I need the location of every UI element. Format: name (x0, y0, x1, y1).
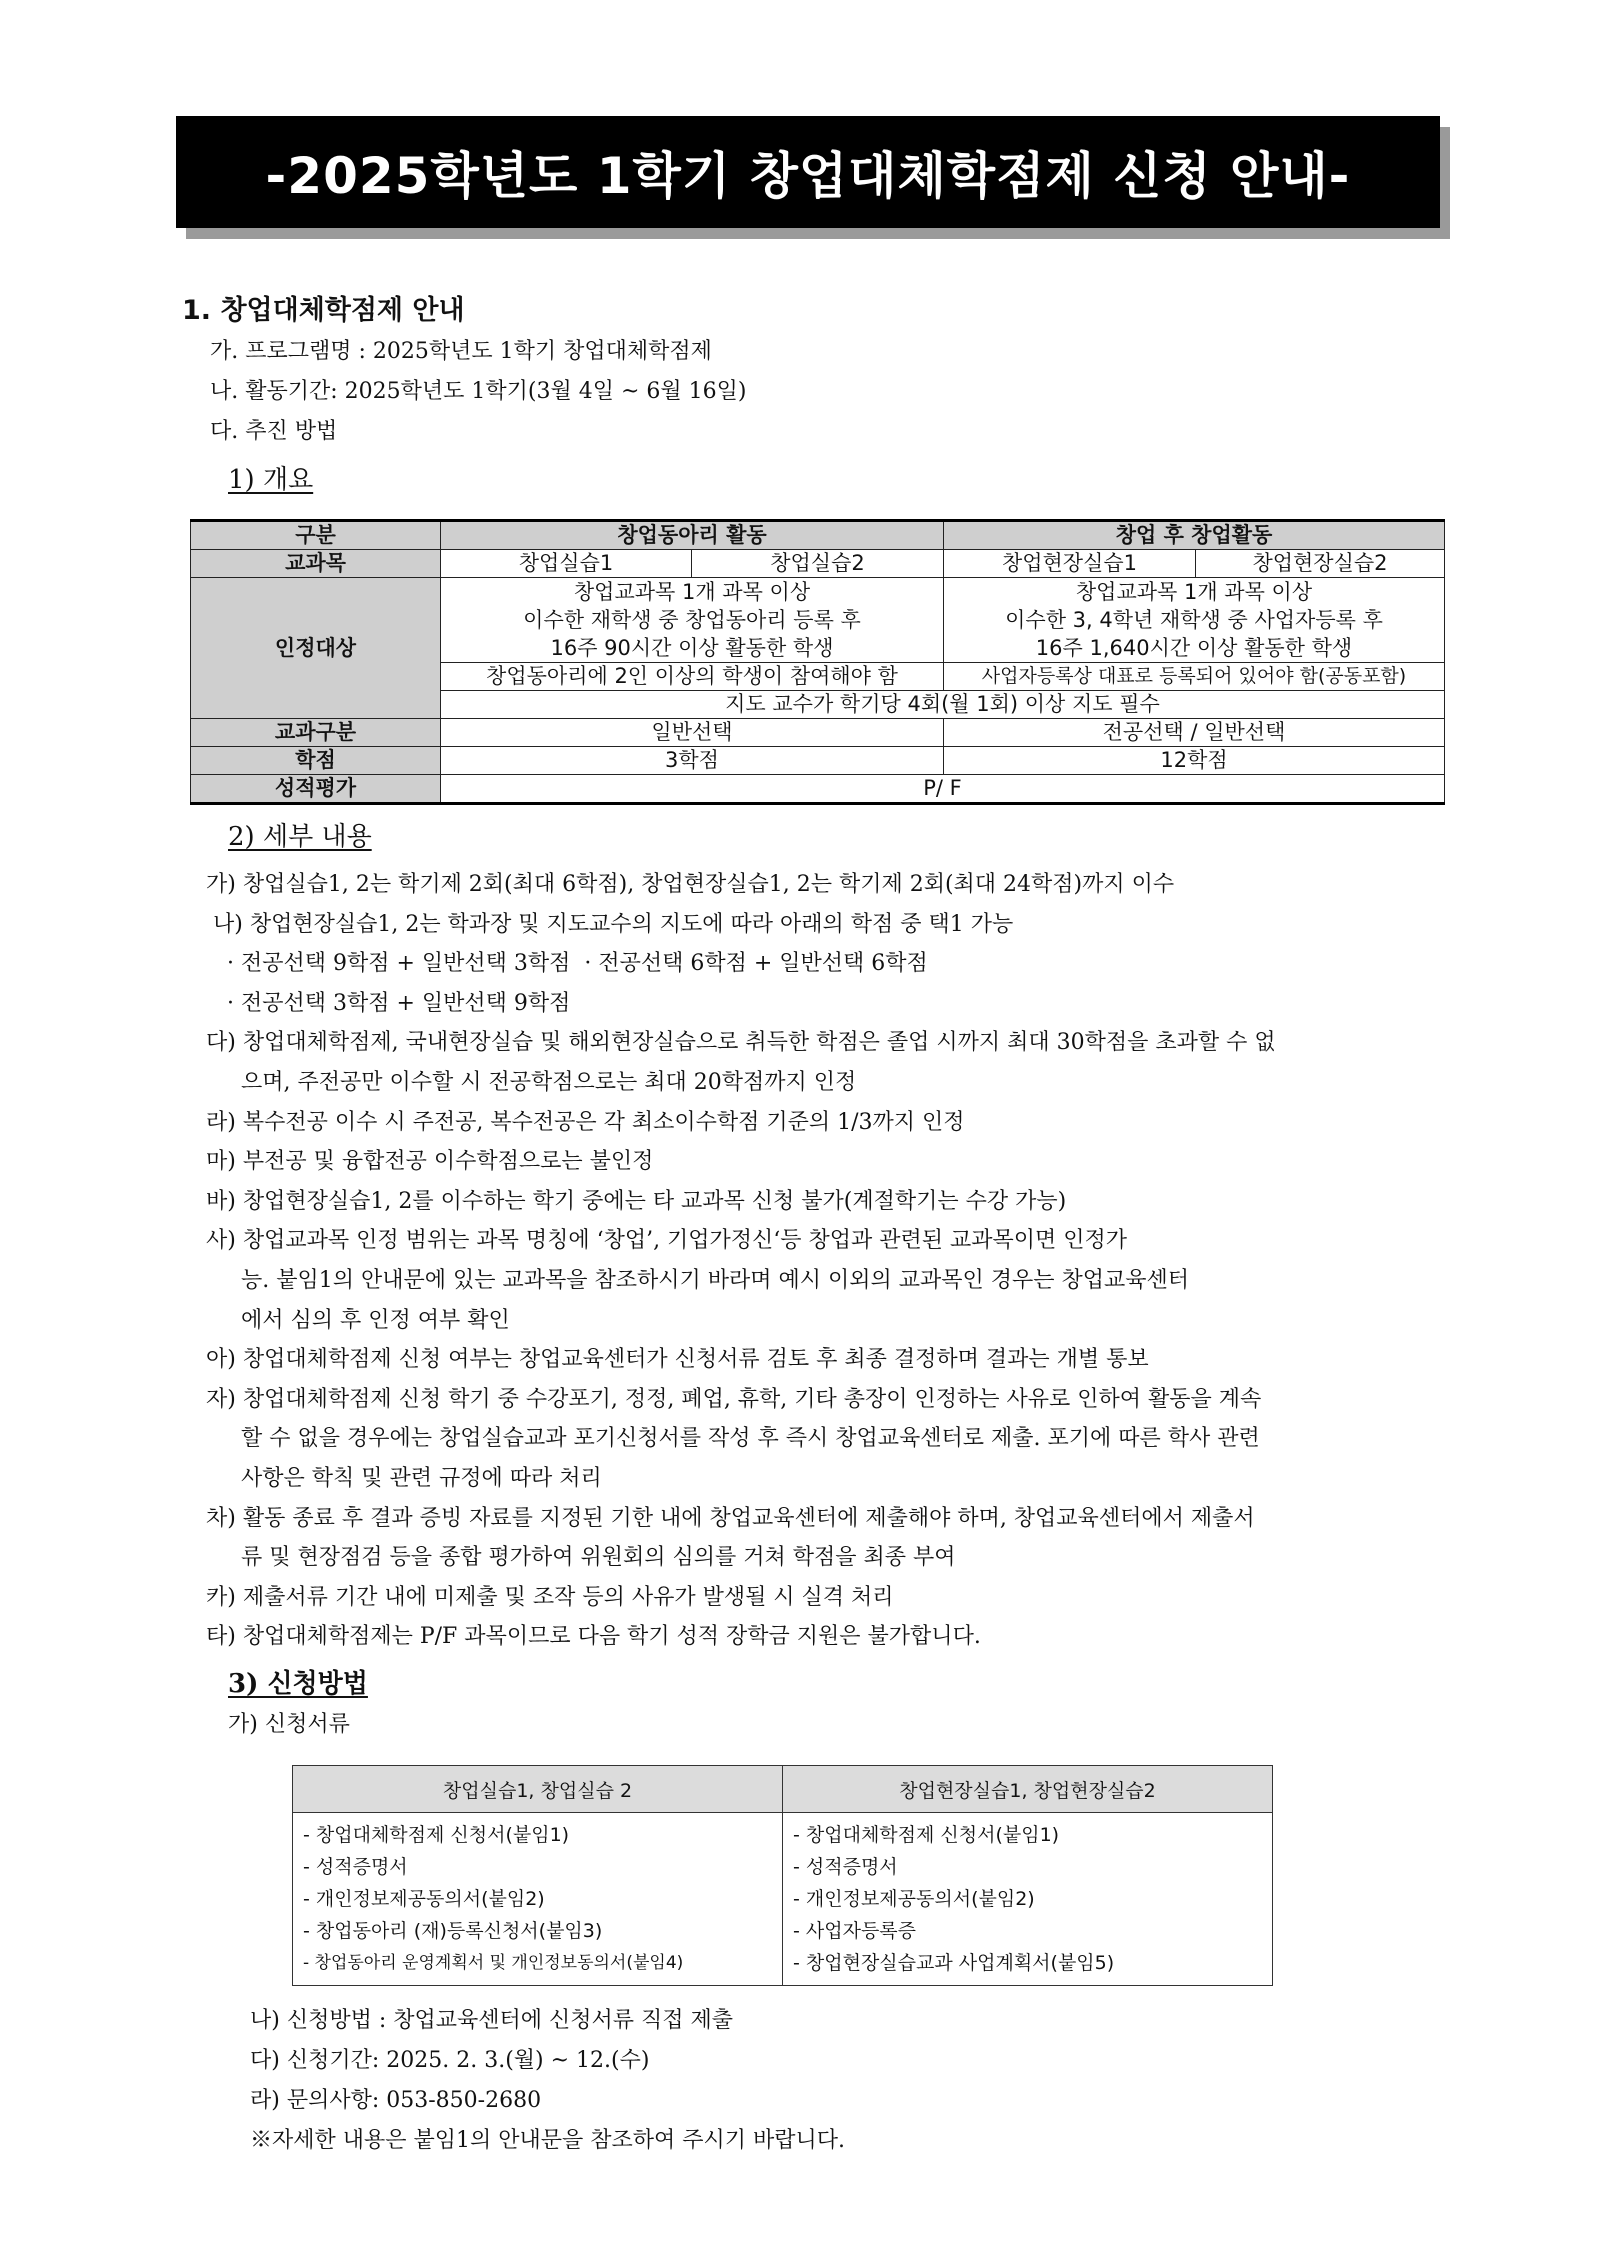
after-credit: 12학점 (944, 747, 1445, 775)
detail-line: 나) 창업현장실습1, 2는 학과장 및 지도교수의 지도에 따라 아래의 학점 중 택1 가능 (206, 912, 1014, 937)
club-type: 일반선택 (441, 719, 944, 747)
section-title: 1. 창업대체학점제 안내 (182, 295, 465, 326)
after-target-line: 창업교과목 1개 과목 이상 (1075, 580, 1313, 604)
detail-line: 에서 심의 후 인정 여부 확인 (206, 1308, 510, 1333)
overview-heading: 1) 개요 (228, 465, 314, 495)
subject-cell: 창업현장실습1 (944, 550, 1196, 578)
detail-line: 류 및 현장점검 등을 종합 평가하여 위원회의 심의를 거쳐 학점을 최종 부여 (206, 1545, 956, 1570)
row-grade-label: 성적평가 (191, 775, 441, 804)
list-item: - 창업대체학점제 신청서(붙임1) (793, 1824, 1060, 1846)
club-target-line: 창업교과목 1개 과목 이상 (573, 580, 811, 604)
row-type-label: 교과구분 (191, 719, 441, 747)
list-item: - 사업자등록증 (793, 1920, 917, 1942)
documents-table (292, 1765, 1273, 1986)
program-name: 가. 프로그램명 : 2025학년도 1학기 창업대체학점제 (210, 339, 712, 364)
detail-line: 바) 창업현장실습1, 2를 이수하는 학기 중에는 타 교과목 신청 불가(계절학기는 수강 가능) (206, 1189, 1067, 1214)
after-target-line: 16주 1,640시간 이상 활동한 학생 (1035, 636, 1353, 660)
list-item: - 창업동아리 (재)등록신청서(붙임3) (303, 1920, 603, 1942)
after-target (944, 578, 1445, 663)
method-label: 다. 추진 방법 (210, 419, 338, 444)
apply-method: 나) 신청방법 : 창업교육센터에 신청서류 직접 제출 (250, 2008, 733, 2033)
detail-line: 사항은 학칙 및 관련 규정에 따라 처리 (206, 1466, 602, 1491)
detail-line: 으며, 주전공만 이수할 시 전공학점으로는 최대 20학점까지 인정 (206, 1070, 857, 1095)
detail-line: 할 수 없을 경우에는 창업실습교과 포기신청서를 작성 후 즉시 창업교육센터로 제출. 포기에 따른 학사 관련 (206, 1426, 1260, 1451)
header-category: 구분 (191, 521, 441, 550)
apply-heading: 3) 신청방법 (228, 1669, 368, 1699)
list-item: - 개인정보제공동의서(붙임2) (303, 1888, 545, 1910)
row-target-label: 인정대상 (191, 578, 441, 719)
detail-line: 라) 복수전공 이수 시 주전공, 복수전공은 각 최소이수학점 기준의 1/3까지 인정 (206, 1110, 965, 1135)
detail-line: 자) 창업대체학점제 신청 학기 중 수강포기, 정정, 폐업, 휴학, 기타 총장이 인정하는 사유로 인하여 활동을 계속 (206, 1387, 1262, 1412)
row-subject-label: 교과목 (191, 550, 441, 578)
subject-cell: 창업현장실습2 (1196, 550, 1445, 578)
list-item: - 개인정보제공동의서(붙임2) (793, 1888, 1035, 1910)
header-after: 창업 후 창업활동 (944, 521, 1445, 550)
detail-line: 타) 창업대체학점제는 P/F 과목이므로 다음 학기 성적 장학금 지원은 불가합니다. (206, 1624, 981, 1649)
page-title: -2025학년도 1학기 창업대체학점제 신청 안내- (176, 116, 1440, 228)
header-club: 창업동아리 활동 (441, 521, 944, 550)
docs-header-right: 창업현장실습1, 창업현장실습2 (783, 1766, 1273, 1813)
list-item: - 창업동아리 운영계획서 및 개인정보동의서(붙임4) (303, 1953, 684, 1973)
advisor-requirement: 지도 교수가 학기당 4회(월 1회) 이상 지도 필수 (441, 691, 1445, 719)
row-credit-label: 학점 (191, 747, 441, 775)
detail-line: · 전공선택 9학점 + 일반선택 3학점 · 전공선택 6학점 + 일반선택 6학점 (206, 951, 928, 976)
list-item: - 성적증명서 (303, 1856, 408, 1878)
grade-value: P/ F (441, 775, 1445, 804)
after-requirement: 사업자등록상 대표로 등록되어 있어야 함(공동포함) (944, 663, 1445, 691)
list-item: - 창업현장실습교과 사업계획서(붙임5) (793, 1952, 1115, 1974)
club-target-line: 16주 90시간 이상 활동한 학생 (550, 636, 834, 660)
detail-line: 차) 활동 종료 후 결과 증빙 자료를 지정된 기한 내에 창업교육센터에 제출해야 하며, 창업교육센터에서 제출서 (206, 1506, 1255, 1531)
detail-line: 다) 창업대체학점제, 국내현장실습 및 해외현장실습으로 취득한 학점은 졸업 시까지 최대 30학점을 초과할 수 없 (206, 1030, 1276, 1055)
list-item: - 창업대체학점제 신청서(붙임1) (303, 1824, 570, 1846)
details-heading: 2) 세부 내용 (228, 822, 372, 852)
club-credit: 3학점 (441, 747, 944, 775)
docs-left-list (293, 1813, 783, 1986)
detail-line: 아) 창업대체학점제 신청 여부는 창업교육센터가 신청서류 검토 후 최종 결정하며 결과는 개별 통보 (206, 1347, 1149, 1372)
club-requirement: 창업동아리에 2인 이상의 학생이 참여해야 함 (441, 663, 944, 691)
detail-line: 사) 창업교과목 인정 범위는 과목 명칭에 ‘창업’, 기업가정신‘등 창업과 관련된 교과목이면 인정가 (206, 1228, 1128, 1253)
after-type: 전공선택 / 일반선택 (944, 719, 1445, 747)
list-item: - 성적증명서 (793, 1856, 898, 1878)
detail-line: 카) 제출서류 기간 내에 미제출 및 조작 등의 사유가 발생될 시 실격 처리 (206, 1585, 894, 1610)
docs-header-left: 창업실습1, 창업실습 2 (293, 1766, 783, 1813)
detail-line: 능. 붙임1의 안내문에 있는 교과목을 참조하시기 바라며 예시 이외의 교과목인 경우는 창업교육센터 (206, 1268, 1189, 1293)
contact-info: 라) 문의사항: 053-850-2680 (250, 2088, 542, 2113)
reference-note: ※자세한 내용은 붙임1의 안내문을 참조하여 주시기 바랍니다. (250, 2128, 845, 2153)
club-target (441, 578, 944, 663)
overview-table (190, 519, 1445, 805)
detail-line: 가) 창업실습1, 2는 학기제 2회(최대 6학점), 창업현장실습1, 2는 학기제 2회(최대 24학점)까지 이수 (206, 872, 1175, 897)
apply-period: 다) 신청기간: 2025. 2. 3.(월) ~ 12.(수) (250, 2048, 650, 2073)
club-target-line: 이수한 재학생 중 창업동아리 등록 후 (523, 608, 861, 632)
after-target-line: 이수한 3, 4학년 재학생 중 사업자등록 후 (1005, 608, 1383, 632)
docs-right-list (783, 1813, 1273, 1986)
detail-line: · 전공선택 3학점 + 일반선택 9학점 (206, 991, 571, 1016)
detail-line: 마) 부전공 및 융합전공 이수학점으로는 불인정 (206, 1149, 654, 1174)
activity-period: 나. 활동기간: 2025학년도 1학기(3월 4일 ~ 6월 16일) (210, 379, 747, 404)
subject-cell: 창업실습2 (692, 550, 944, 578)
documents-label: 가) 신청서류 (228, 1712, 350, 1737)
subject-cell: 창업실습1 (441, 550, 692, 578)
